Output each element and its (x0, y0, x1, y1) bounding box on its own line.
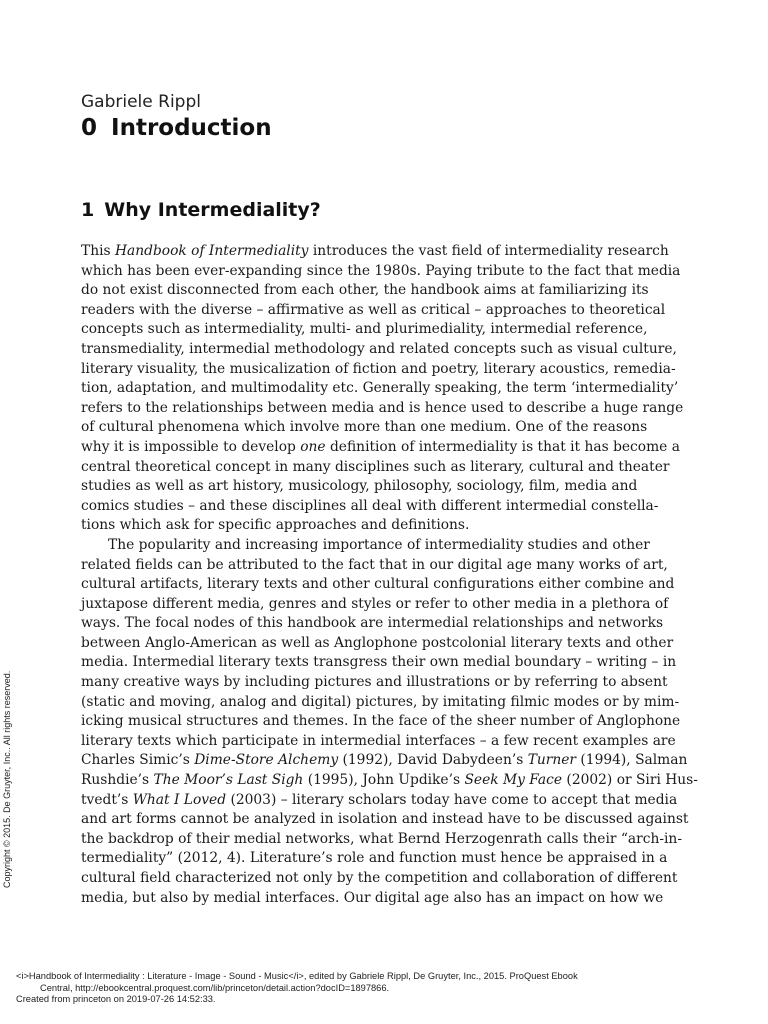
text-line (81, 497, 659, 517)
text-run: studies as well as art history, musicology, philosophy, sociology, film, media and (81, 478, 638, 495)
text-line (81, 634, 674, 654)
text-line (81, 477, 638, 497)
text-run: tion, adaptation, and multimodality etc. Generally speaking, the term ‘intermediality’ (81, 380, 679, 397)
text-line (81, 242, 669, 262)
text-line (81, 653, 677, 673)
text-line (81, 320, 648, 340)
text-line (81, 399, 684, 419)
text-run: The popularity and increasing importance of intermediality studies and other (108, 536, 650, 553)
text-run: (static and moving, analog and digital) pictures, by imitating filmic modes or by mim- (81, 693, 680, 710)
text-run: media. Intermedial literary texts transgress their own medial boundary – writing – in (81, 654, 677, 671)
section-title-text: Why Intermediality? (104, 199, 321, 221)
italic-title: one (300, 438, 326, 455)
chapter-number: 0 (81, 115, 98, 141)
text-line (81, 516, 632, 536)
text-line (81, 830, 682, 850)
text-run: the backdrop of their medial networks, what Bernd Herzogenrath calls their “arch-in- (81, 830, 682, 847)
italic-title: What I Loved (132, 791, 227, 808)
text-run: (2003) – literary scholars today have come to accept that media (226, 791, 678, 808)
author-name: Gabriele Rippl (81, 92, 201, 112)
italic-title: Dime-Store Alchemy (194, 752, 339, 769)
chapter-title-text: Introduction (111, 115, 272, 141)
footer-line-2: Central, http://ebookcentral.proquest.com/lib/princeton/detail.action?docID=1897866. (40, 982, 390, 993)
footer-line-1: <i>Handbook of Intermediality : Literature - Image - Sound - Music</i>, edited by Gabriele Rippl, De Gruyter, Inc., 2015. ProQuest Ebook (16, 971, 578, 981)
text-line (81, 673, 668, 693)
text-run: (2002) or Siri Hus- (562, 772, 698, 789)
text-line (81, 849, 668, 869)
body-text (81, 242, 698, 908)
text-run: tvedt’s (81, 791, 133, 808)
section-number: 1 (81, 199, 95, 221)
text-line (81, 732, 676, 752)
text-line (81, 712, 681, 732)
text-run: and art forms cannot be analyzed in isolation and instead have to be discussed against (81, 811, 689, 828)
text-line (81, 301, 666, 321)
chapter-title (81, 115, 272, 141)
paragraph (81, 242, 684, 536)
footer-citation (16, 971, 756, 1006)
text-line (81, 614, 664, 634)
text-run: literary texts which participate in intermedial interfaces – a few recent examples are (81, 732, 676, 749)
text-run: termediality” (2012, 4). Literature’s role and function must hence be appraised in a (81, 850, 668, 867)
text-run: transmediality, intermedial methodology and related concepts such as visual culture, (81, 340, 677, 357)
text-line (81, 379, 679, 399)
text-line (81, 595, 669, 615)
text-run: between Anglo-American as well as Anglophone postcolonial literary texts and other (81, 634, 674, 651)
text-line (81, 889, 664, 909)
text-run: media, but also by medial interfaces. Our digital age also has an impact on how we (81, 889, 664, 906)
text-line (81, 791, 678, 811)
text-line (81, 693, 680, 713)
text-run: introduces the vast field of intermediality research (308, 243, 669, 259)
text-line (81, 340, 677, 360)
text-line (81, 438, 680, 458)
text-run: central theoretical concept in many disciplines such as literary, cultural and theater (81, 458, 670, 475)
text-line (81, 536, 650, 556)
text-line (81, 556, 668, 576)
italic-title: Turner (527, 752, 577, 769)
text-line (81, 418, 648, 438)
text-line (81, 771, 698, 791)
text-run: which has been ever-expanding since the 1980s. Paying tribute to the fact that media (81, 262, 681, 279)
text-run: readers with the diverse – affirmative as well as critical – approaches to theoretical (81, 301, 666, 318)
text-run: tions which ask for specific approaches and definitions. (81, 517, 470, 534)
italic-title: Handbook of Intermediality (114, 243, 309, 259)
italic-title: Seek My Face (464, 772, 563, 789)
text-run: cultural artifacts, literary texts and other cultural configurations either combine and (81, 576, 675, 593)
italic-title: The Moor’s Last Sigh (153, 772, 304, 789)
text-run: (1994), Salman (576, 752, 688, 769)
text-line (81, 575, 675, 595)
text-run: Charles Simic’s (81, 752, 195, 769)
text-run: cultural field characterized not only by the competition and collaboration of different (81, 870, 678, 886)
text-run: concepts such as intermediality, multi- and plurimediality, intermedial reference, (81, 321, 648, 338)
text-line (81, 810, 689, 830)
text-run: literary visuality, the musicalization of fiction and poetry, literary acoustics, remedia- (81, 360, 676, 377)
text-line (81, 458, 670, 478)
paragraph (81, 536, 698, 908)
text-line (81, 360, 676, 380)
text-line (81, 262, 681, 282)
text-run: This (81, 243, 115, 259)
text-run: refers to the relationships between media and is hence used to describe a huge range (81, 399, 684, 416)
section-title (81, 199, 321, 221)
text-run: of cultural phenomena which involve more than one medium. One of the reasons (81, 419, 648, 436)
text-run: Rushdie’s (81, 772, 154, 789)
text-run: do not exist disconnected from each other, the handbook aims at familiarizing its (81, 282, 649, 299)
side-copyright-notice: Copyright © 2015. De Gruyter, Inc.. All rights reserved. (2, 670, 12, 888)
text-run: ways. The focal nodes of this handbook are intermedial relationships and networks (81, 615, 664, 632)
text-run: icking musical structures and themes. In the face of the sheer number of Anglophone (81, 713, 681, 730)
text-run: comics studies – and these disciplines all deal with different intermedial constella- (81, 497, 659, 514)
text-run: definition of intermediality is that it has become a (325, 438, 680, 455)
text-run: (1995), John Updike’s (303, 772, 465, 789)
text-run: why it is impossible to develop (81, 438, 301, 455)
text-line (81, 751, 688, 771)
text-run: juxtapose different media, genres and styles or refer to other media in a plethora of (81, 595, 669, 612)
text-line (81, 869, 678, 889)
text-run: (1992), David Dabydeen’s (338, 752, 528, 769)
footer-line-3: Created from princeton on 2019-07-26 14:52:33. (16, 994, 216, 1004)
text-line (81, 281, 649, 301)
text-run: many creative ways by including pictures and illustrations or by referring to absent (81, 674, 668, 691)
text-run: related fields can be attributed to the fact that in our digital age many works of art, (81, 556, 668, 573)
